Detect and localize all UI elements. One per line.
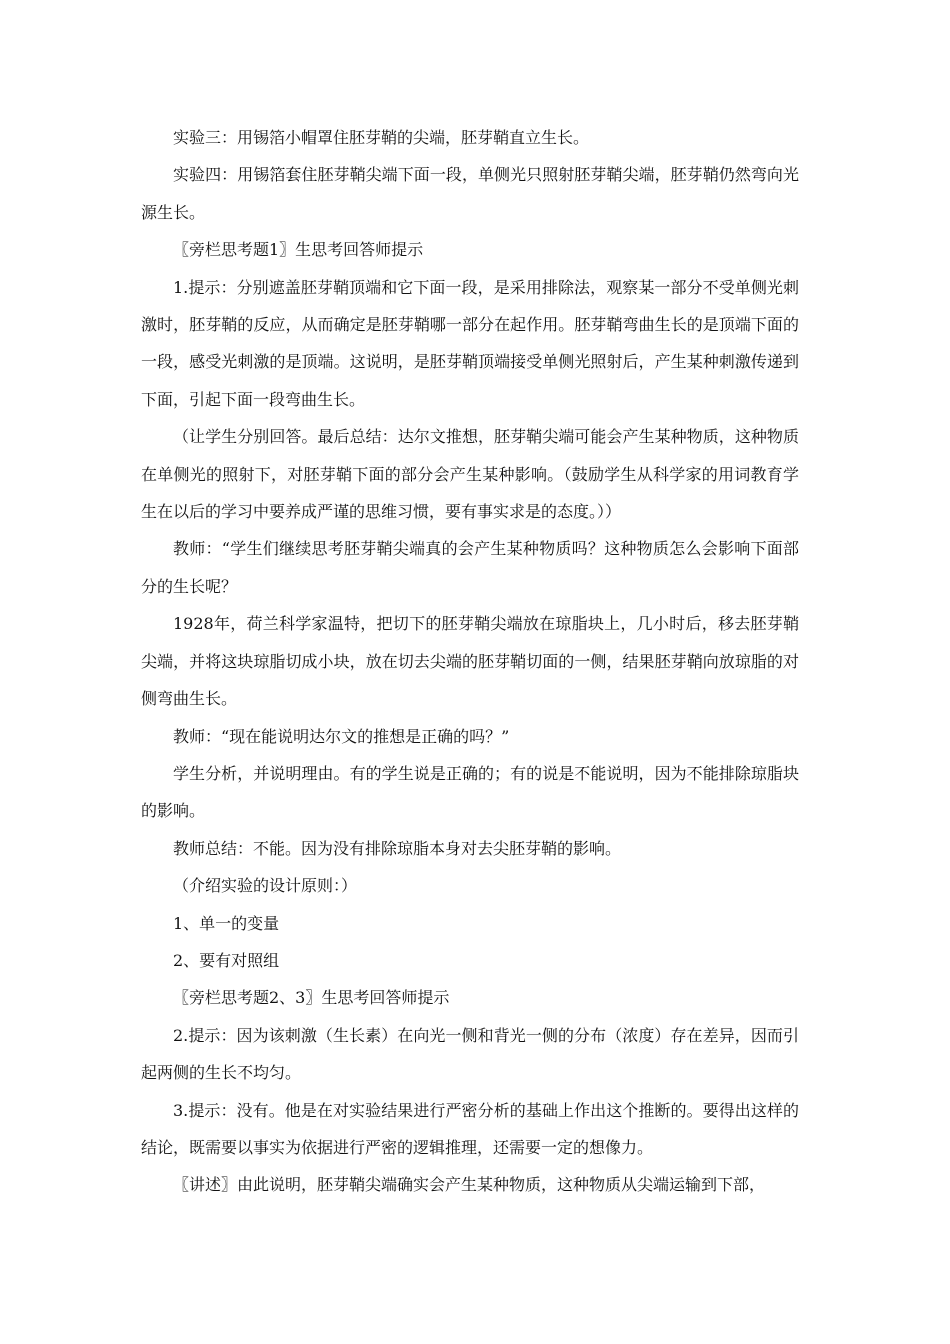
paragraph-sidebar-question-1-heading: 〖旁栏思考题1〗生思考回答师提示 bbox=[173, 240, 424, 260]
paragraph-teacher-summary: 教师总结：不能。因为没有排除琼脂本身对去尖胚芽鞘的影响。 bbox=[173, 838, 622, 858]
document-body bbox=[141, 119, 799, 1204]
paragraph-design-principles: （介绍实验的设计原则：） bbox=[173, 876, 358, 896]
paragraph-darwin-summary: （让学生分别回答。最后总结：达尔文推想，胚芽鞘尖端可能会产生某种物质，这种物质在单侧光的照射下，对胚芽鞘下面的部分会产生某种影响。（鼓励学生从科学家的用词教育学生在以后的学习中要养成严谨的思维习惯，要有事实求是的态度。）） bbox=[141, 427, 799, 522]
paragraph-went-experiment: 1928年，荷兰科学家温特，把切下的胚芽鞘尖端放在琼脂块上，几小时后，移去胚芽鞘尖端，并将这块琼脂切成小块，放在切去尖端的胚芽鞘切面的一侧，结果胚芽鞘向放琼脂的对侧弯曲生长。 bbox=[141, 614, 799, 709]
paragraph-lecture: 〖讲述〗由此说明，胚芽鞘尖端确实会产生某种物质，这种物质从尖端运输到下部， bbox=[173, 1175, 766, 1195]
paragraph-hint-1: 1.提示：分别遮盖胚芽鞘顶端和它下面一段，是采用排除法，观察某一部分不受单侧光刺激时，胚芽鞘的反应，从而确定是胚芽鞘哪一部分在起作用。胚芽鞘弯曲生长的是顶端下面的一段，感受光刺激的是顶端。这说明，是胚芽鞘顶端接受单侧光照射后，产生某种刺激传递到下面，引起下面一段弯曲生长。 bbox=[141, 277, 799, 409]
paragraph-experiment-3: 实验三：用锡箔小帽罩住胚芽鞘的尖端，胚芽鞘直立生长。 bbox=[173, 128, 590, 147]
paragraph-teacher-question: 教师：“学生们继续思考胚芽鞘尖端真的会产生某种物质吗？这种物质怎么会影响下面部分的生长呢？ bbox=[141, 539, 799, 596]
paragraph-hint-2: 2.提示：因为该刺激（生长素）在向光一侧和背光一侧的分布（浓度）存在差异，因而引起两侧的生长不均匀。 bbox=[141, 1025, 799, 1083]
paragraph-student-analysis: 学生分析，并说明理由。有的学生说是正确的；有的说是不能说明，因为不能排除琼脂块的影响。 bbox=[141, 763, 799, 821]
paragraph-teacher-question-2: 教师：“现在能说明达尔文的推想是正确的吗？” bbox=[173, 726, 510, 746]
paragraph-experiment-4: 实验四：用锡箔套住胚芽鞘尖端下面一段，单侧光只照射胚芽鞘尖端，胚芽鞘仍然弯向光源生长。 bbox=[141, 165, 799, 222]
paragraph-principle-2: 2、要有对照组 bbox=[173, 950, 280, 970]
paragraph-sidebar-question-2-3-heading: 〖旁栏思考题2、3〗生思考回答师提示 bbox=[173, 988, 450, 1008]
paragraph-hint-3: 3.提示：没有。他是在对实验结果进行严密分析的基础上作出这个推断的。要得出这样的结论，既需要以事实为依据进行严密的逻辑推理，还需要一定的想像力。 bbox=[141, 1100, 799, 1157]
paragraph-principle-1: 1、单一的变量 bbox=[173, 913, 280, 933]
